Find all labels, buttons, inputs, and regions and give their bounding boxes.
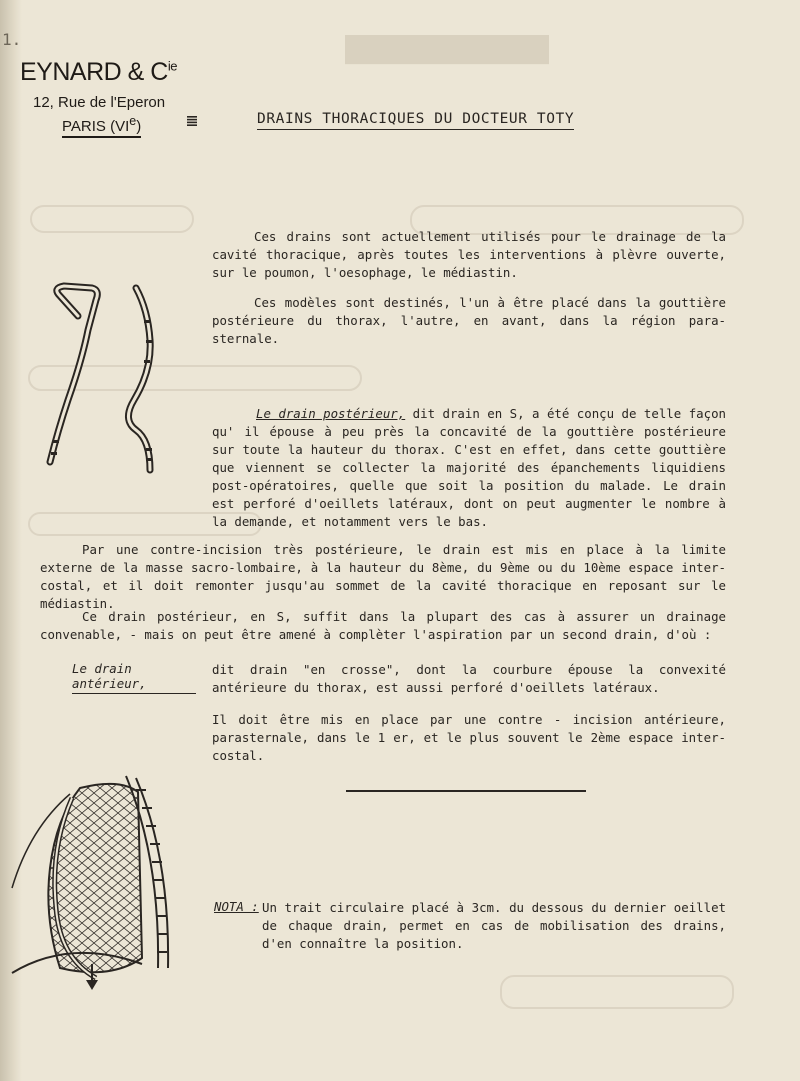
anterior-drain-label: Le drain antérieur, — [72, 661, 196, 694]
drain-crosse-illustration — [50, 286, 97, 462]
drain-s-illustration — [128, 288, 150, 470]
nota-label: NOTA : — [214, 899, 259, 914]
company-name: EYNARD & $C^{ie}$ — [20, 58, 177, 86]
section-divider — [346, 790, 586, 792]
menu-lines-icon — [187, 116, 197, 126]
bleed-through-shape — [500, 975, 734, 1009]
thorax-illustration — [10, 768, 180, 993]
bleed-through-heading: ████████████ — [345, 36, 550, 63]
paragraph-models: Ces modèles sont destinés, l'un à être placé dans la gouttière postérieure du thorax, l'autre, en avant, dans la région para-sternale. — [212, 295, 726, 346]
paragraph-second-drain: Ce drain postérieur, en S, suffit dans la plupart des cas à assurer un drainage convenable, - mais on peut être amené à complèter l'aspiration par un second drain, d'où : — [40, 609, 726, 642]
arrow-head-icon — [86, 980, 98, 990]
paragraph-anterior-placement: Il doit être mis en place par une contre - incision antérieure, parasternale, dans le 1 er, et le plus souvent le 2ème espace inter-costal. — [212, 712, 726, 763]
company-address: 12, Rue de l'Eperon — [33, 94, 166, 111]
bleed-through-shape — [30, 205, 194, 233]
page-title: DRAINS THORACIQUES DU DOCTEUR TOTY — [257, 111, 574, 130]
posterior-drain-label: Le drain postérieur, — [256, 406, 406, 421]
nota-text: Un trait circulaire placé à 3cm. du dessous du dernier oeillet de chaque drain, permet en cas de mobilisation des drains, d'en connaître la position. — [262, 900, 726, 951]
paragraph-incision: Par une contre-incision très postérieure, le drain est mis en place à la limite externe de la masse sacro-lombaire, à la hauteur du 8ème, du 9ème ou du 10ème espace inter-costal, et il doit remonter jusqu'au sommet de la cavité thoracique en reposant sur le médiastin. — [40, 542, 726, 611]
paragraph-posterior-drain: Le drain postérieur, dit drain en S, a été conçu de telle façon qu' il épouse à peu près la concavité de la gouttière postérieure sur toute la hauteur du thorax. C'est en effet, dans cette gouttière que viennent se collecter la majorité des épanchements liquidiens post-opératoires, quelle que soit la position du malade. Le drain est perforé d'oeillets latéraux, dont on peut augmenter le nombre à la demande, et notamment vers le bas. — [212, 406, 726, 529]
drains-illustration — [38, 280, 168, 480]
paragraph-usage: Ces drains sont actuellement utilisés pour le drainage de la cavité thoracique, après toutes les interventions à plèvre ouverte, sur le poumon, l'oesophage, le médiastin. — [212, 229, 726, 280]
edge-mark: 1. — [2, 30, 22, 49]
company-city: PARIS (VIe) — [62, 114, 141, 138]
paragraph-anterior-drain: dit drain "en crosse", dont la courbure épouse la convexité antérieure du thorax, est aussi perforé d'oeillets latéraux. — [212, 662, 726, 695]
